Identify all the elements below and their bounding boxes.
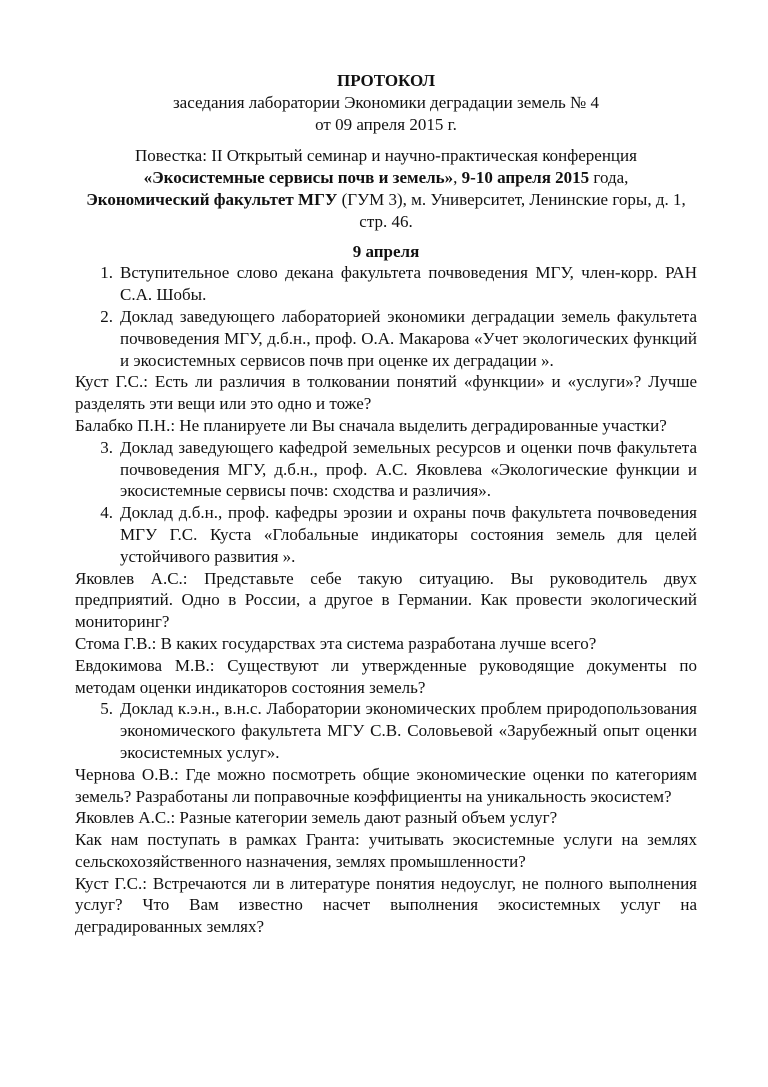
question-paragraph: Стома Г.В.: В каких государствах эта система разработана лучше всего? bbox=[75, 633, 597, 653]
agenda-text-3: года, bbox=[589, 168, 629, 188]
agenda-text-4: (ГУМ 3), м. Университет, Ленинские горы, д. 1, стр. 46. bbox=[337, 189, 686, 231]
list-item bbox=[75, 502, 697, 567]
agenda-text-2: , bbox=[453, 168, 462, 188]
list-item-number: 4. bbox=[100, 503, 113, 523]
agenda-dates: 9-10 апреля 2015 bbox=[461, 168, 590, 188]
day-heading: 9 апреля bbox=[352, 241, 420, 261]
list-item-text: Доклад к.э.н., в.н.с. Лаборатории экономических проблем природопользования экономического факультета МГУ С.В. Соловьевой «Зарубежный опыт оценки экосистемных услуг». bbox=[120, 699, 697, 762]
question-paragraph: Евдокимова М.В.: Существуют ли утвержденные руководящие документы по методам оценки индикаторов состояния земель? bbox=[75, 655, 697, 697]
list-item-number: 3. bbox=[100, 437, 113, 457]
list-item bbox=[75, 306, 697, 371]
question-paragraph: Чернова О.В.: Где можно посмотреть общие экономические оценки по категориям земель? Разработаны ли поправочные коэффициенты на уникальность экосистем? bbox=[75, 764, 697, 806]
list-item bbox=[75, 698, 697, 763]
agenda-conference-name: «Экосистемные сервисы почв и земель» bbox=[143, 168, 454, 188]
question-paragraph: Яковлев А.С.: Разные категории земель дают разный объем услуг? bbox=[75, 808, 558, 828]
list-item-number: 2. bbox=[100, 306, 113, 326]
question-paragraph: Куст Г.С.: Встречаются ли в литературе понятия недоуслуг, не полного выполнения услуг? Что Вам известно насчет выполнения экосистемных услуг на деградированных землях? bbox=[75, 873, 697, 937]
list-item-text: Доклад д.б.н., проф. кафедры эрозии и охраны почв факультета почвоведения МГУ Г.С. Куста «Глобальные индикаторы состояния земель для целей устойчивого развития ». bbox=[120, 503, 697, 566]
question-paragraph: Куст Г.С.: Есть ли различия в толковании понятий «функции» и «услуги»? Лучше разделять эти вещи или это одно и тоже? bbox=[75, 372, 697, 414]
document-body bbox=[75, 70, 697, 938]
list-item bbox=[75, 262, 697, 306]
protocol-title: ПРОТОКОЛ bbox=[336, 71, 435, 90]
list-item-text: Доклад заведующего кафедрой земельных ресурсов и оценки почв факультета почвоведения МГУ, д.б.н., проф. А.С. Яковлева «Экологические функции и экосистемные сервисы почв: сходства и различия». bbox=[120, 437, 697, 501]
question-paragraph: Яковлев А.С.: Представьте себе такую ситуацию. Вы руководитель двух предприятий. Одно в России, а другое в Германии. Как провести экологический мониторинг? bbox=[75, 568, 697, 632]
list-item-number: 1. bbox=[100, 263, 113, 283]
agenda-text-1: Повестка: II Открытый семинар и научно-практическая конференция bbox=[135, 146, 637, 166]
question-paragraph: Как нам поступать в рамках Гранта: учитывать экосистемные услуги на землях сельскохозяйственного назначения, землях промышленности? bbox=[75, 830, 697, 871]
list-item-number: 5. bbox=[100, 699, 113, 719]
agenda-paragraph bbox=[75, 145, 697, 232]
protocol-header bbox=[75, 70, 697, 135]
protocol-date: от 09 апреля 2015 г. bbox=[315, 114, 457, 134]
list-item-text: Доклад заведующего лабораторией экономики деградации земель факультета почвоведения МГУ, д.б.н., проф. О.А. Макарова «Учет экологических функций и экосистемных сервисов почв при оценке их деградации ». bbox=[120, 306, 697, 370]
list-item bbox=[75, 437, 697, 502]
protocol-subtitle: заседания лаборатории Экономики деградации земель № 4 bbox=[172, 92, 600, 112]
question-paragraph: Балабко П.Н.: Не планируете ли Вы сначала выделить деградированные участки? bbox=[75, 415, 667, 435]
agenda-venue: Экономический факультет МГУ bbox=[86, 189, 338, 209]
list-item-text: Вступительное слово декана факультета почвоведения МГУ, член-корр. РАН С.А. Шобы. bbox=[120, 263, 697, 305]
